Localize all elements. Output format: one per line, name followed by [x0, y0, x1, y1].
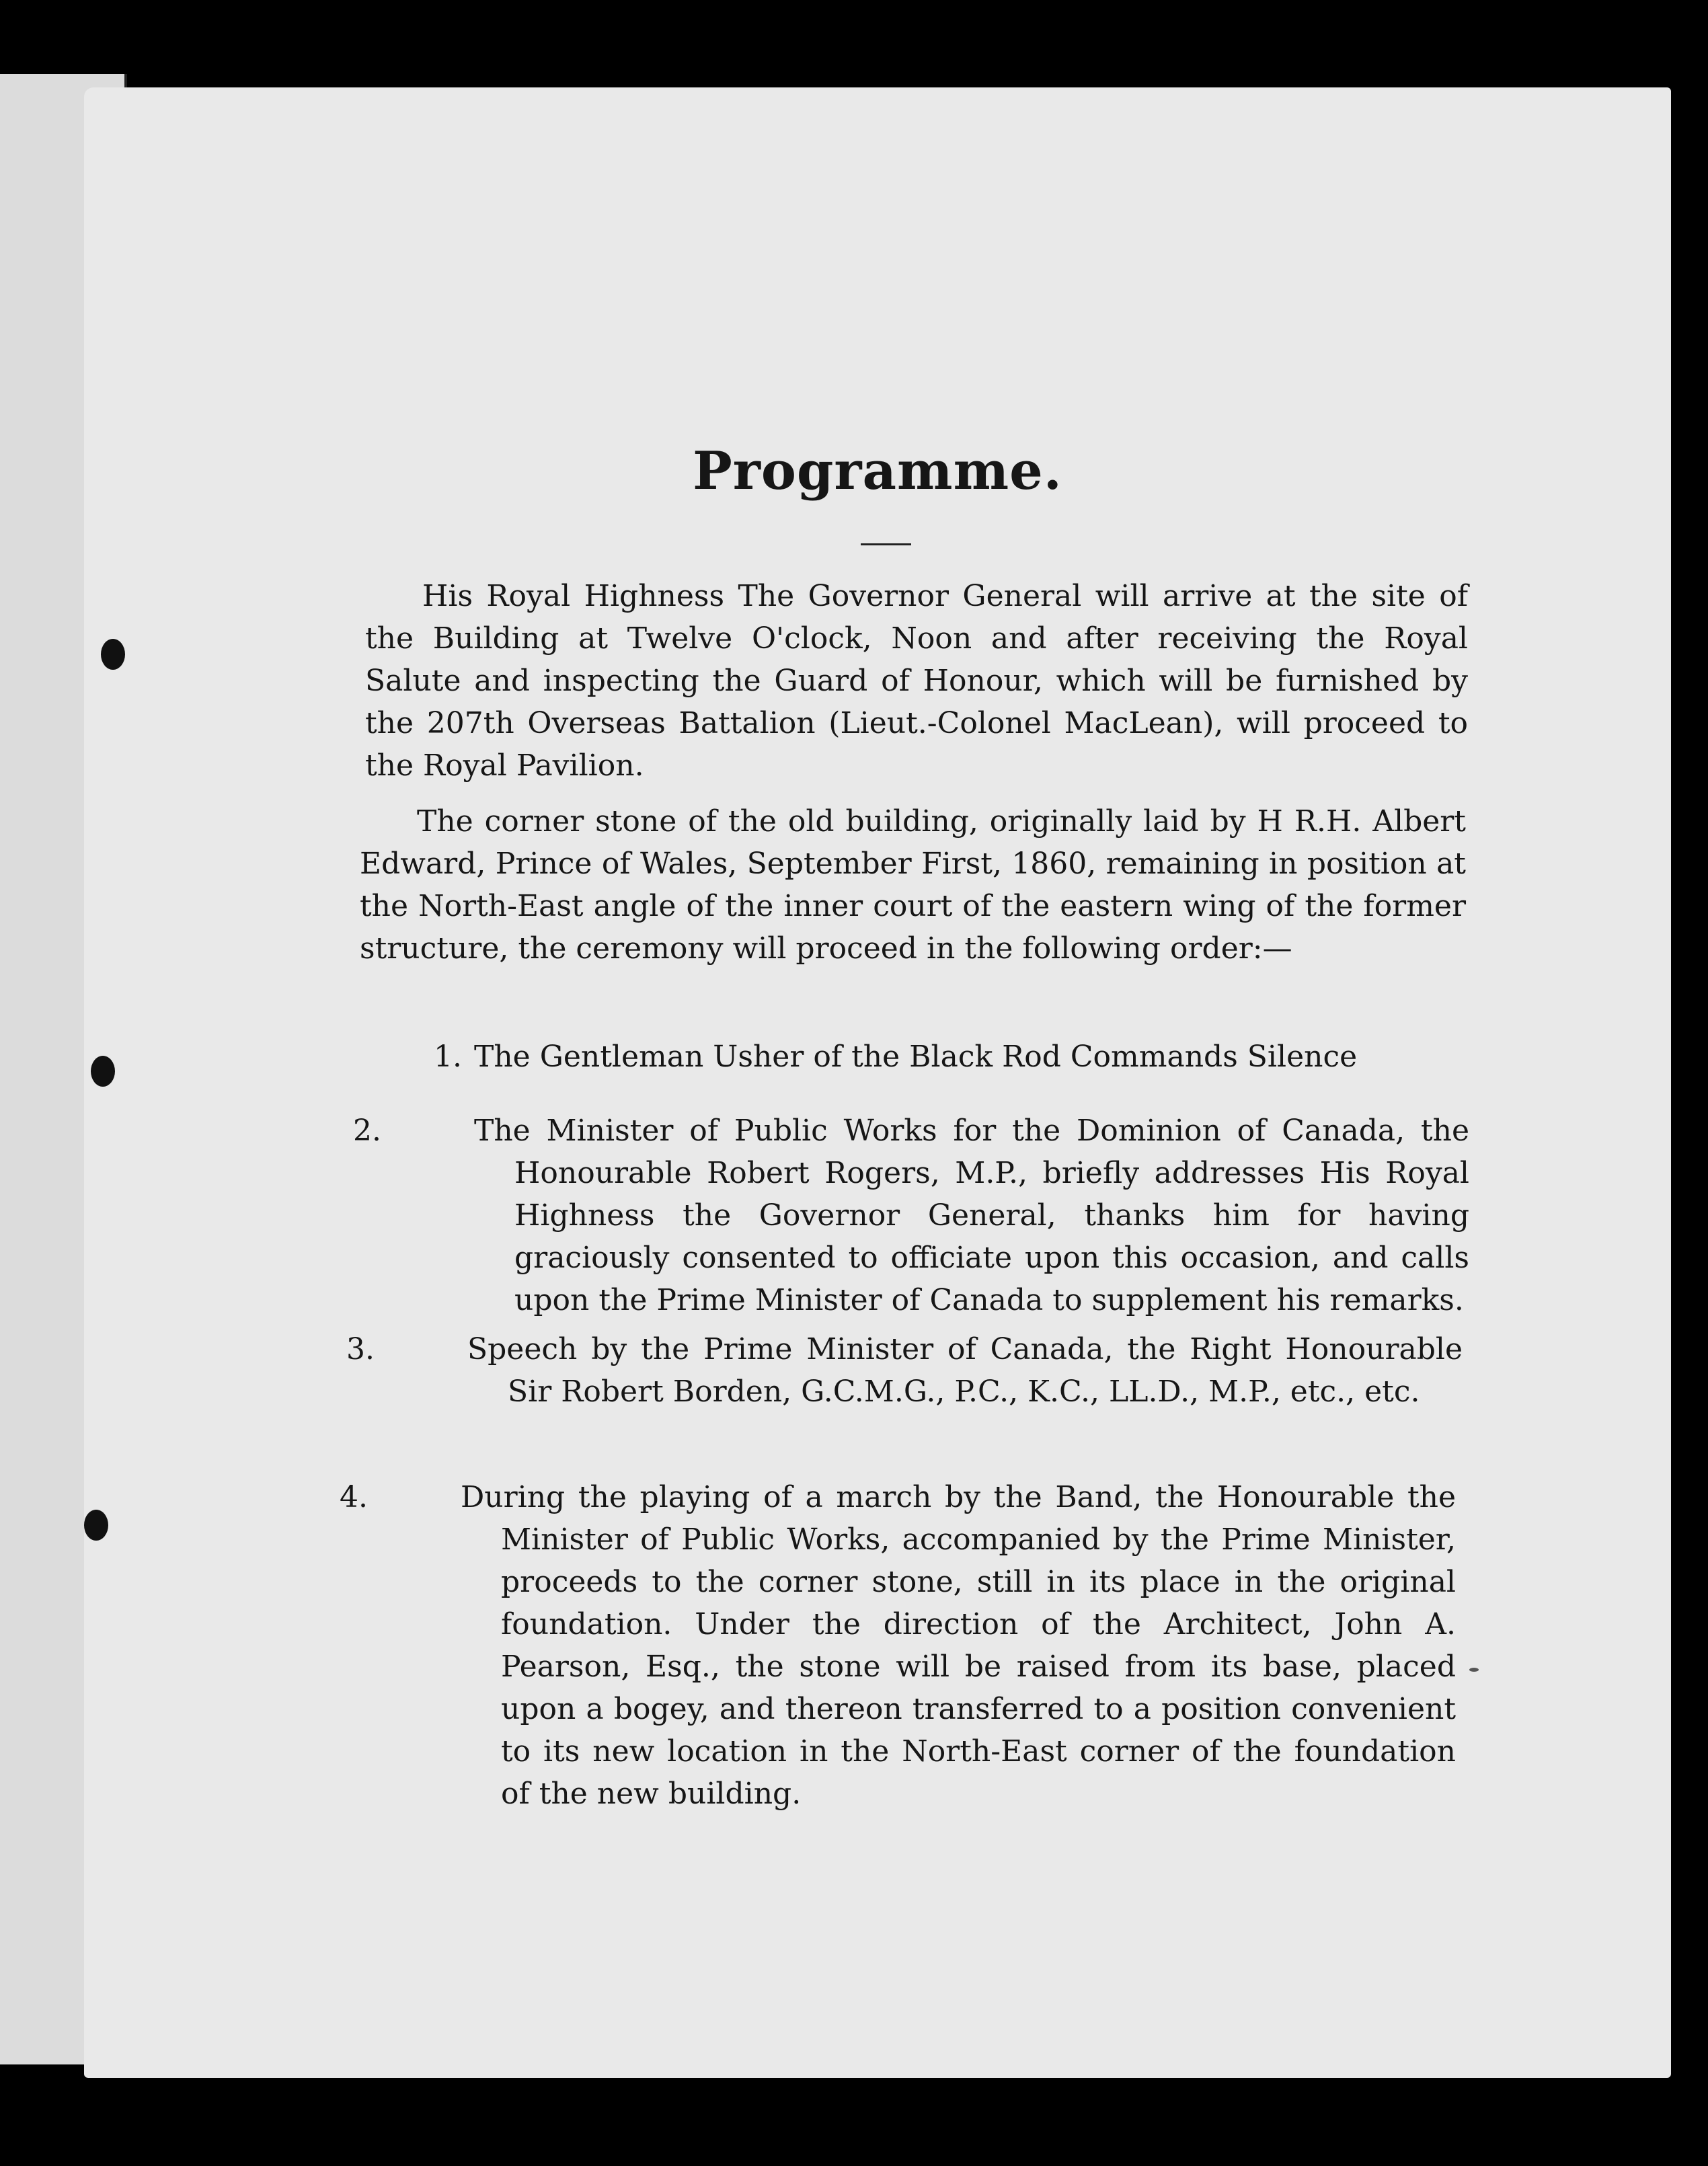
- corner-stone-paragraph: The corner stone of the old building, originally laid by H R.H. Albert Edward, Prince of Wales, September First, 1860, remaining in position at the North-East angle of the inner court of the eastern wing of the former structure, the ceremony will proceed in the following order:—: [360, 804, 1466, 966]
- item-text: Speech by the Prime Minister of Canada, the Right Honourable Sir Robert Borden, G.C.M.G., P.C., K.C., LL.D., M.P., etc., etc.: [467, 1332, 1463, 1409]
- item-number: 4.: [340, 1480, 368, 1514]
- item-number: 1.: [434, 1040, 462, 1074]
- item-number: 3.: [346, 1332, 375, 1366]
- page-text-area: [84, 87, 1671, 2078]
- document-page: [84, 87, 1671, 2078]
- item-text: During the playing of a march by the Band, the Honourable the Minister of Public Works, accompanied by the Prime Minister, proceeds to the corner stone, still in its place in the original foundation. Under the direction of the Architect, John A. Pearson, Esq., the stone will be raised from its base, placed upon a bogey, and thereon transferred to a position convenient to its new location in the North-East corner of the foundation of the new building.: [461, 1480, 1456, 1811]
- programme-item: [340, 1476, 1456, 1815]
- page-title: Programme.: [693, 440, 1062, 502]
- title-divider: [861, 543, 911, 545]
- item-text: The Gentleman Usher of the Black Rod Commands Silence: [474, 1040, 1358, 1074]
- intro-paragraph: His Royal Highness The Governor General will arrive at the site of the Building at Twelve O'clock, Noon and after receiving the Royal Salute and inspecting the Guard of Honour, which will be furnished by the 207th Overseas Battalion (Lieut.-Colonel MacLean), will proceed to the Royal Pavilion.: [365, 579, 1468, 783]
- item-number: 2.: [353, 1114, 381, 1148]
- programme-item: [434, 1036, 1469, 1078]
- programme-item: [346, 1328, 1463, 1413]
- programme-item: [353, 1110, 1469, 1321]
- item-text: The Minister of Public Works for the Dominion of Canada, the Honourable Robert Rogers, M.P., briefly addresses His Royal Highness the Governor General, thanks him for having graciously consented to officiate upon this occasion, and calls upon the Prime Minister of Canada to supplement his remarks.: [474, 1114, 1469, 1317]
